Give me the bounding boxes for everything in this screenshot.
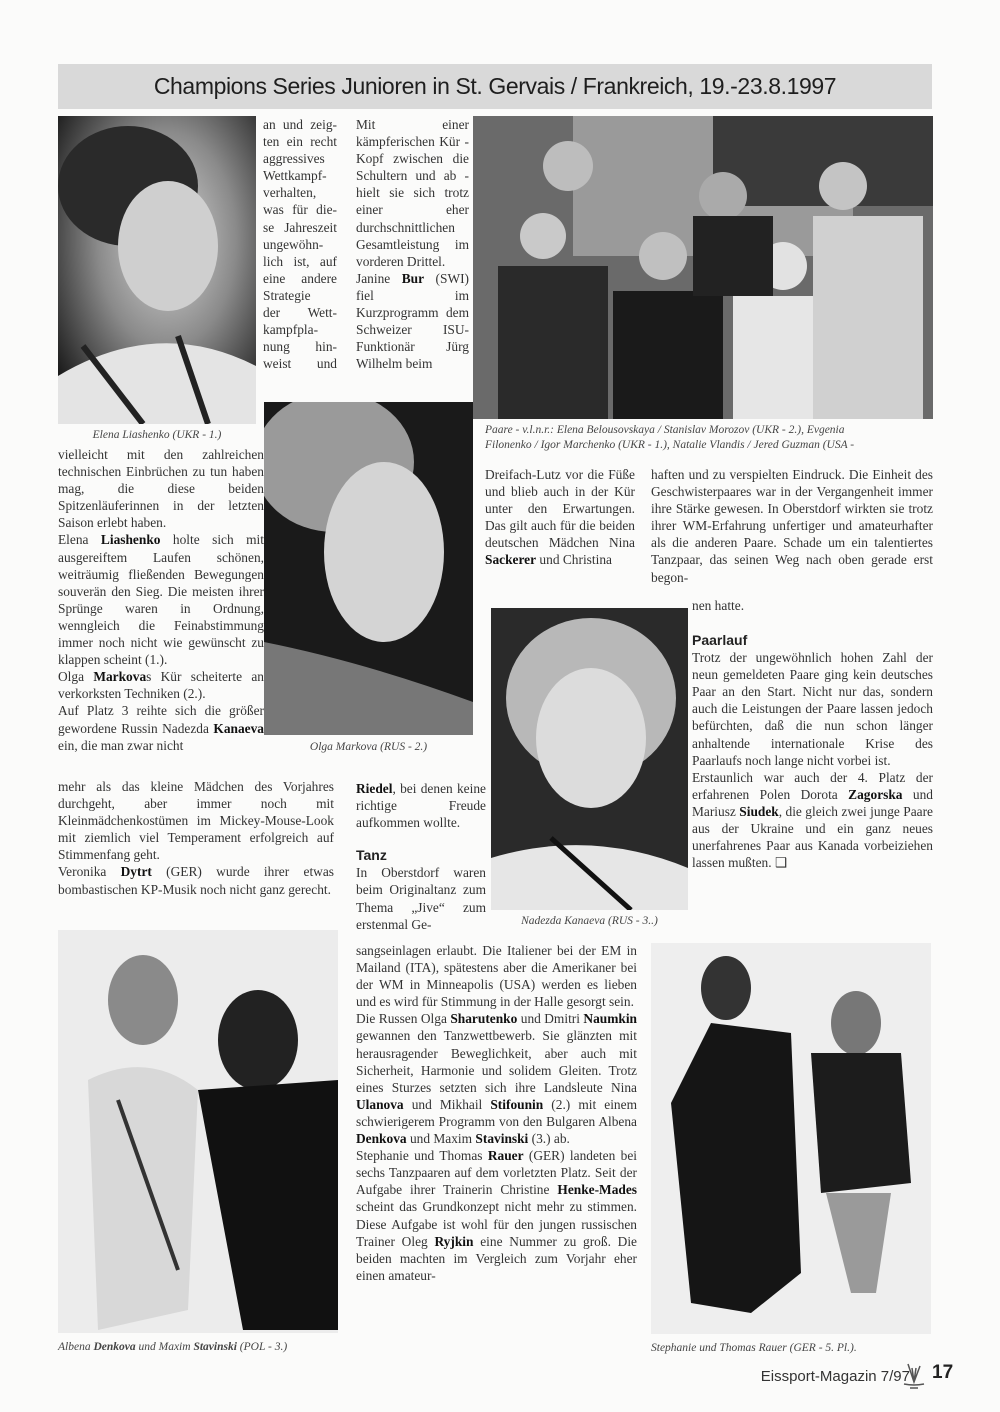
paragraph: Auf Platz 3 reihte sich die größer gewordene Russin Nadezda Kanaeva ein, die man zwar nicht — [58, 703, 264, 753]
paragraph: mehr als das kleine Mädchen des Vorjahres durchgeht, aber immer noch mit Kleinmädchenkostümen im Mickey-Mouse-Look mit ziemlich viel Temperament erfolgreich auf Stimmenfang geht. — [58, 779, 334, 863]
skater-logo-icon — [902, 1362, 926, 1390]
paragraph: Olga Markovas Kür scheiterte an verkorksten Techniken (2.). — [58, 669, 264, 702]
photo-kanaeva — [491, 608, 688, 910]
column-a-line: nung hin- — [263, 339, 337, 355]
column-a-line: Wettkampf- — [263, 168, 327, 184]
photo-rauer — [651, 943, 931, 1334]
column-a-line: an und zeig- — [263, 117, 337, 132]
caption-markova: Olga Markova (RUS - 2.) — [309, 741, 428, 753]
photo-liashenko — [58, 116, 256, 424]
section-paarlauf — [692, 632, 933, 871]
paragraph: Stephanie und Thomas Rauer (GER) landeten bei sechs Tanzpaaren auf dem vorletzten Platz. Seit der Aufgabe ihrer Trainerin Christine Henke-Mades scheint das Grundkonzept nicht mehr zu stimmen. Diese Aufgabe ist wohl für den jungen russischen Trainer Oleg Ryjkin eine Nummer zu groß. Die beiden machten im Vergleich zum Vorjahr eher einen amateur- — [356, 1148, 638, 1283]
column-middle — [485, 466, 635, 569]
paragraph: Elena Liashenko holte sich mit ausgereiftem Laufen schönen, weiträumig fließenden Bewegungen souverän den Sieg. Die meisten ihrer Sprünge waren in Ordnung, wenngleich die Feinabstimmung immer noch nicht wie gewünscht zu klappen scheint (1.). — [58, 532, 264, 668]
column-a-line: verhalten, — [263, 185, 317, 201]
paragraph: In Oberstdorf waren beim Originaltanz zum Thema „Jive“ zum erstenmal Ge- — [356, 865, 486, 932]
heading-tanz: Tanz — [356, 847, 387, 864]
column-a-line: der Wett- — [263, 305, 337, 321]
column-a-line: ungewöhn- — [263, 236, 324, 252]
column-b — [356, 116, 469, 372]
photo-markova — [264, 402, 473, 735]
page-number: 17 — [932, 1362, 954, 1383]
column-a-line: ten ein recht — [263, 134, 337, 150]
caption-paare: Paare - v.l.n.r.: Elena Belousovskaya / Stanislav Morozov (UKR - 2.), Evgenia Filonenko / Igor Marchenko (UKR - 1.), Natalie Vlandis / Jered Guzman (USA - — [485, 424, 855, 451]
caption-kanaeva: Nadezda Kanaeva (RUS - 3..) — [521, 915, 658, 927]
column-riedel — [356, 780, 486, 933]
column-a-line: kampfpla- — [263, 322, 319, 338]
column-a-line: lich ist, auf — [263, 253, 337, 269]
column-a-line: se Jahreszeit — [263, 219, 337, 235]
footer-magazine: Eissport-Magazin 7/97 — [760, 1368, 910, 1385]
photo-paare — [473, 116, 933, 419]
column-a-line: was für die- — [263, 202, 337, 218]
column-a-line: Strategie — [263, 287, 311, 303]
caption-rauer: Stephanie und Thomas Rauer (GER - 5. Pl.). — [651, 1342, 857, 1354]
paragraph: Janine Bur (SWI) fiel im Kurzprogramm dem Schweizer ISU-Funktionär Jürg Wilhelm beim — [356, 270, 470, 372]
paragraph: Veronika Dytrt (GER) wurde ihrer etwas bombastischen KP-Musik noch nicht ganz gerecht. — [58, 864, 334, 897]
paragraph: sangseinlagen erlaubt. Die Italiener bei der EM in Mailand (ITA), spätestens aber die Amerikaner bei der WM in Minneapolis (USA) werden es lieben und es wird für Stimmung in der Halle gesorgt sein. — [356, 943, 637, 1010]
photo-denkova — [58, 930, 338, 1333]
paragraph: Riedel, bei denen keine richtige Freude aufkommen wollte. — [356, 781, 486, 831]
column-left-lower — [58, 778, 334, 898]
paragraph: Mit einer kämpferischen Kür - Kopf zwischen die Schultern und ab - hielt sie sich trotz einer eher durchschnittlichen Gesamtleistung im vorderen Drittel. — [356, 117, 469, 269]
heading-paarlauf: Paarlauf — [692, 632, 748, 648]
page-title: Champions Series Junioren in St. Gervais / Frankreich, 19.-23.8.1997 — [153, 73, 837, 99]
caption-denkova: Albena Denkova und Maxim Stavinski (POL - 3.) — [58, 1341, 288, 1353]
column-right-upper — [651, 466, 933, 586]
paragraph: Erstaunlich war auch der 4. Platz der erfahrenen Polen Dorota Zagorska und Mariusz Siudek, die gleich zwei junge Paare aus der Ukraine und ein ganz neues unerfahrenes Paar aus Kanada vorbeiziehen lassen mußten. ❑ — [692, 769, 933, 871]
column-a-line: eine andere — [263, 270, 337, 286]
paragraph: vielleicht mit den zahlreichen technischen Einbrüchen zu tun haben mag, die diese beiden Spitzenläuferinnen in der letzten Saison erlebt haben. — [58, 447, 264, 531]
column-a — [263, 116, 337, 372]
paragraph: haften und zu verspielten Eindruck. Die Einheit des Geschwisterpaares war in der Vergangenheit immer ihre Stärke gewesen. In Oberstdorf wirkten sie trotz ihrer WM-Erfahrung unfertiger und amateurhafter als die anderen Paare. Schade um ein talentiertes Tanzpaar, das seinen Weg nach oben gerade erst begon- — [651, 467, 933, 585]
end-mark-icon: ❑ — [774, 855, 787, 871]
paragraph: Die Russen Olga Sharutenko und Dmitri Naumkin gewannen den Tanzwettbewerb. Sie glänzten mit herausragender Beweglichkeit, aber auch mit Sicherheit, Harmonie und solidem Gleiten. Trotz eines Sturzes setzten sich ihre Landsleute Nina Ulanova und Mikhail Stifounin (2.) mit einem schwierigerem Programm von den Bulgaren Albena Denkova und Maxim Stavinski (3.) ab. — [356, 1011, 637, 1147]
paragraph: Dreifach-Lutz vor die Füße und blieb auch in der Kür unter den Erwartungen. Das gilt auch für die beiden deutschen Mädchen Nina Sackerer und Christina — [485, 467, 635, 568]
caption-liashenko: Elena Liashenko (UKR - 1.) — [92, 429, 222, 441]
column-a-line: weist und — [263, 356, 337, 372]
paragraph-end: nen hatte. — [692, 598, 745, 613]
column-tanz — [356, 942, 637, 1284]
column-left-upper — [58, 446, 264, 754]
paragraph: Trotz der ungewöhnlich hohen Zahl der neun gemeldeten Paare ging kein deutsches Paar an den Start. Nicht nur das, sondern auch die Leistungen der Paare lassen jedoch befürchten, daß die nun schon länger anhaltende internationale Krise des Paarlaufs noch lange nicht vorbei ist. — [692, 650, 933, 768]
column-a-lines — [263, 116, 337, 372]
column-a-line: aggressives — [263, 151, 325, 167]
